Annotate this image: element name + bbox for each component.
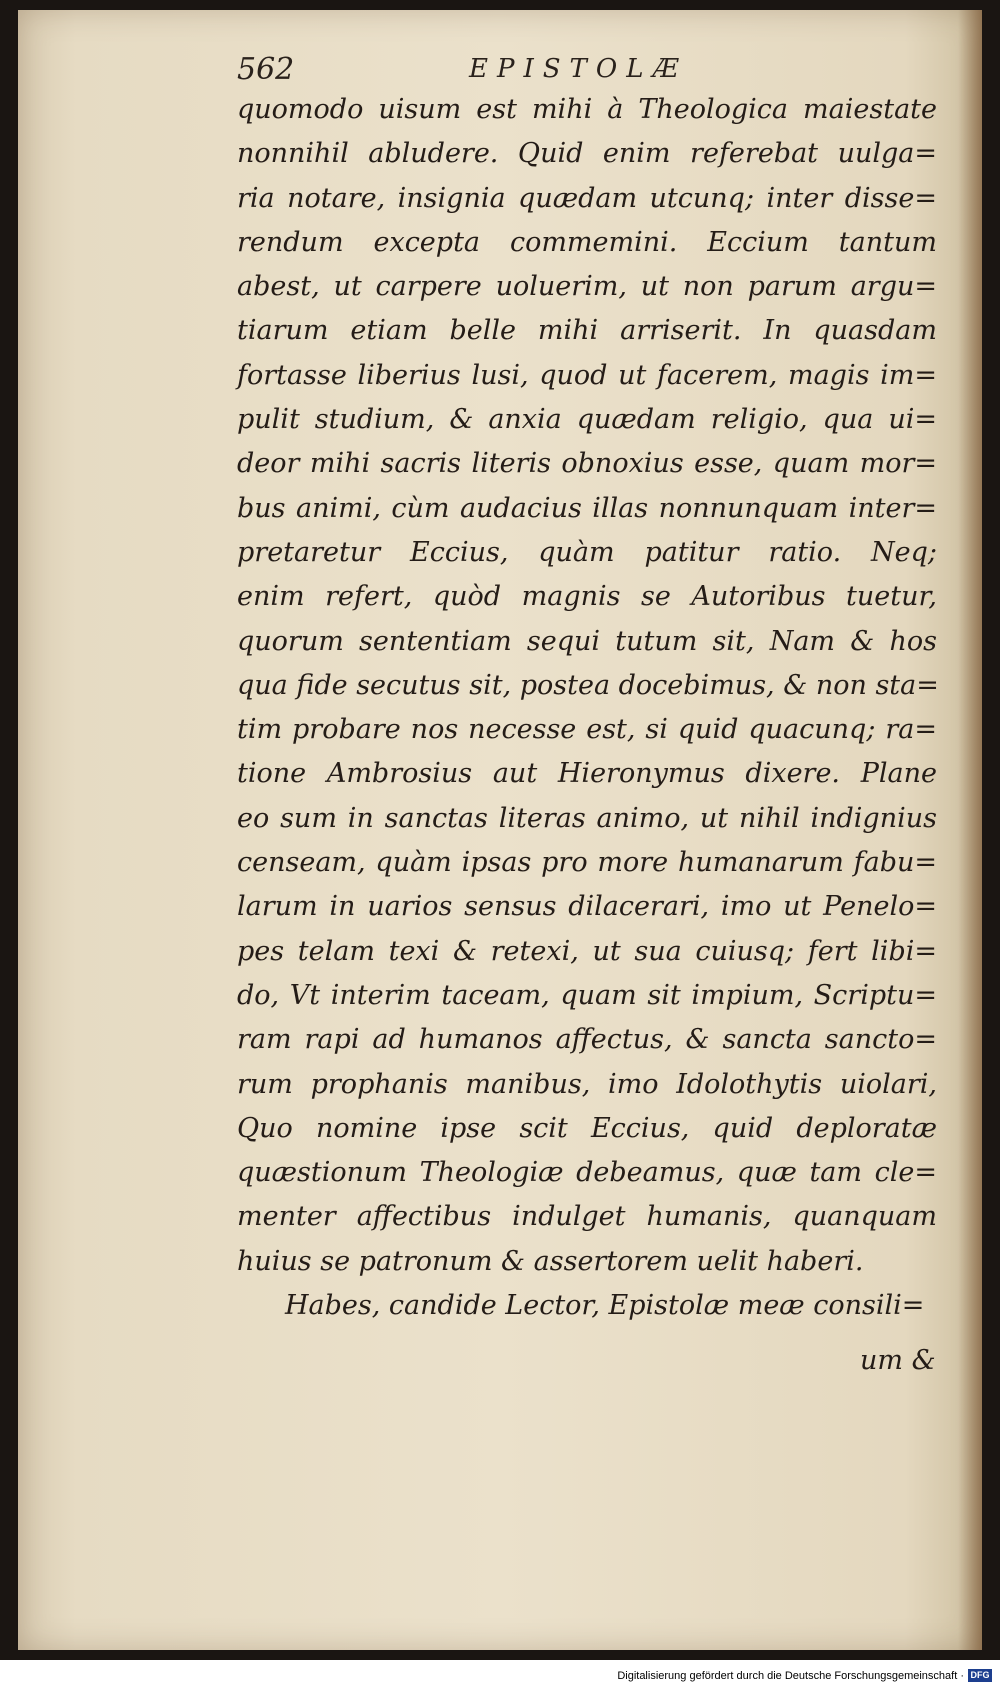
text-line: censeam, quàm ipsas pro more humanarum fabu=	[237, 847, 937, 879]
text-line: menter affectibus indulget humanis, quanquam	[237, 1201, 937, 1233]
text-line: enim refert, quòd magnis se Autoribus tuetur,	[237, 581, 937, 613]
page-number: 562	[237, 52, 295, 87]
text-line: nonnihil abludere. Quid enim referebat uulga=	[237, 138, 937, 170]
text-line: deor mihi sacris literis obnoxius esse, quam mor=	[237, 448, 937, 480]
text-line: abest, ut carpere uoluerim, ut non parum argu=	[237, 271, 937, 303]
text-line: quorum sententiam sequi tutum sit, Nam & hos	[237, 625, 937, 657]
text-line: quomodo uisum est mihi à Theologica maiestate	[237, 94, 937, 125]
text-line: tione Ambrosius aut Hieronymus dixere. Plane	[237, 758, 937, 790]
text-line: Quo nomine ipse scit Eccius, quid deploratæ	[237, 1112, 937, 1144]
text-line: do, Vt interim taceam, quam sit impium, Scriptu=	[237, 979, 937, 1011]
text-line: fortasse liberius lusi, quod ut facerem, magis im=	[237, 359, 937, 391]
text-line: ria notare, insignia quædam utcunq; inter disse=	[237, 182, 937, 214]
text-line: ram rapi ad humanos affectus, & sancta sancto=	[237, 1024, 937, 1056]
text-line: rum prophanis manibus, imo Idolothytis uiolari,	[237, 1068, 937, 1100]
text-line: huius se patronum & assertorem uelit haberi.	[237, 1245, 864, 1277]
text-line: tiarum etiam belle mihi arriserit. In quasdam	[237, 315, 937, 347]
body-text	[237, 88, 937, 1328]
closing-line: Habes, candide Lector, Epistolæ meæ consili=	[285, 1290, 925, 1322]
text-line: rendum excepta commemini. Eccium tantum	[237, 226, 937, 258]
running-head	[237, 52, 937, 92]
running-title: EPISTOLÆ	[469, 54, 688, 84]
text-line: larum in uarios sensus dilacerari, imo ut Penelo=	[237, 891, 937, 923]
text-line: qua fide secutus sit, postea docebimus, & non sta=	[237, 669, 939, 701]
text-line: pretaretur Eccius, quàm patitur ratio. Neq;	[237, 536, 937, 568]
text-line: pulit studium, & anxia quædam religio, qua ui=	[237, 404, 937, 436]
page-edge-shadow	[958, 10, 982, 1650]
text-line: quæstionum Theologiæ debeamus, quæ tam cle=	[237, 1157, 937, 1189]
text-line: tim probare nos necesse est, si quid quacunq; ra=	[237, 714, 937, 746]
text-line: bus animi, cùm audacius illas nonnunquam inter=	[237, 492, 937, 524]
text-line: pes telam texi & retexi, ut sua cuiusq; fert libi=	[237, 935, 937, 967]
digitization-credit: Digitalisierung gefördert durch die Deutsche Forschungsgemeinschaft ·	[617, 1670, 964, 1682]
text-line: eo sum in sanctas literas animo, ut nihil indignius	[237, 802, 937, 834]
footer	[0, 1660, 1000, 1693]
catchword: um &	[860, 1345, 936, 1376]
dfg-logo: DFG	[968, 1669, 992, 1682]
